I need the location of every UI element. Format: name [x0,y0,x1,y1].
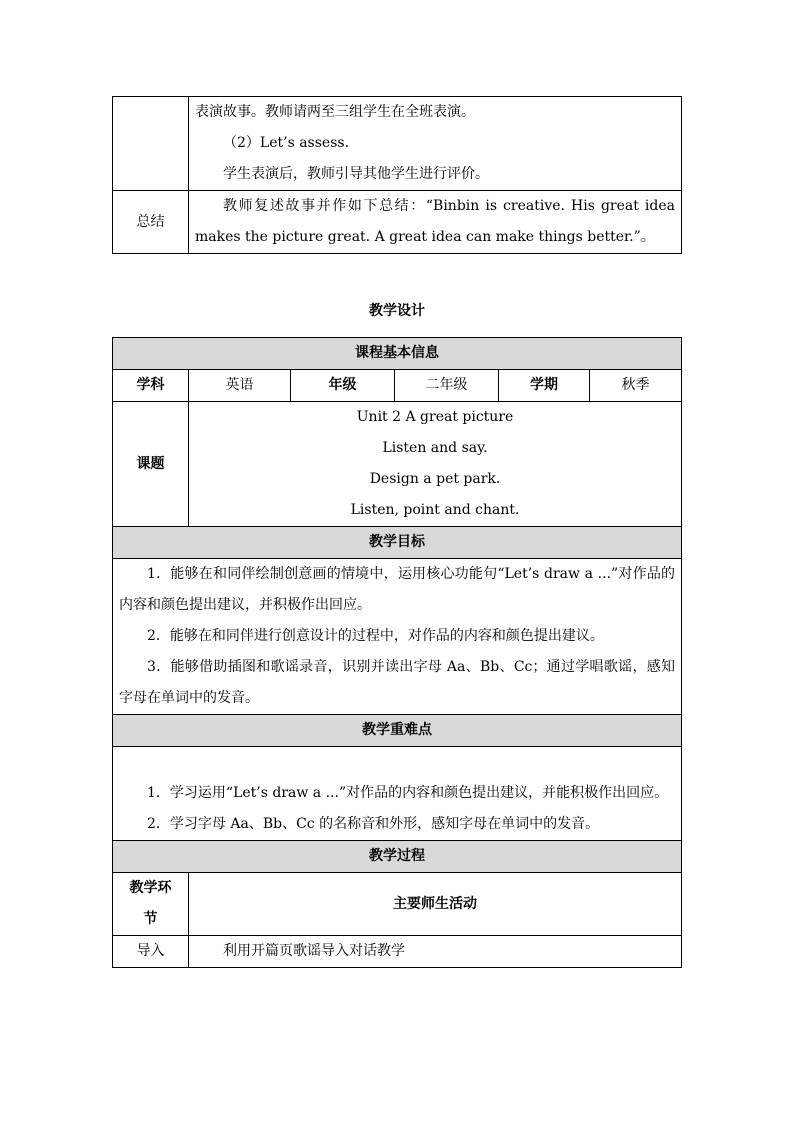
page-title: 教学设计 [369,303,425,319]
table-row [113,338,682,370]
empty-label-cell [113,97,189,191]
basic-info-header: 课程基本信息 [113,338,682,370]
lesson-design-table [112,337,682,968]
objectives-cell [113,559,682,715]
table-row [113,873,682,936]
topic-label: 课题 [113,402,189,527]
key-points-header: 教学重难点 [113,715,682,747]
topic-line: Unit 2 A great picture [356,409,514,425]
table-row [113,715,682,747]
activities-label: 主要师生活动 [189,873,682,936]
objective-item: 2．能够在和同伴进行创意设计的过程中，对作品的内容和颜色提出建议。 [147,628,604,644]
text-line: 表演故事。教师请两至三组学生在全班表演。 [195,104,475,120]
table-row [113,841,682,873]
objective-item: 1．能够在和同伴绘制创意画的情境中，运用核心功能句“Let’s draw a ...”对作品的内容和颜色提出建议，并积极作出回应。 [119,566,676,613]
table-row [113,559,682,715]
term-value: 秋季 [590,370,682,402]
term-label: 学期 [499,370,590,402]
intro-label: 导入 [113,936,189,968]
key-point-item: 2．学习字母 Aa、Bb、Cc 的名称音和外形，感知字母在单词中的发音。 [147,816,600,832]
stage-label: 教学环节 [113,873,189,936]
text-line: （2）Let’s assess. [223,135,350,151]
topic-cell [189,402,682,527]
table-row [113,370,682,402]
performance-cell [189,97,682,191]
table-row [113,527,682,559]
topic-line: Listen, point and chant. [350,502,520,518]
summary-text: 教师复述故事并作如下总结：“Binbin is creative. His great idea makes the picture great. A great idea can make things better.”。 [189,191,682,254]
summary-label: 总结 [113,191,189,254]
intro-text: 利用开篇页歌谣导入对话教学 [189,936,682,968]
table-row [113,191,682,254]
table-row [113,747,682,841]
grade-value: 二年级 [395,370,499,402]
table-row [113,97,682,191]
process-header: 教学过程 [113,841,682,873]
topic-line: Design a pet park. [369,471,501,487]
table-row [113,402,682,527]
key-point-item: 1．学习运用“Let’s draw a ...”对作品的内容和颜色提出建议，并能积极作出回应。 [147,785,669,801]
key-points-cell [113,747,682,841]
grade-label: 年级 [291,370,395,402]
table-row [113,936,682,968]
objectives-header: 教学目标 [113,527,682,559]
top-table [112,96,682,254]
topic-line: Listen and say. [382,440,488,456]
subject-value: 英语 [189,370,291,402]
text-line: 学生表演后，教师引导其他学生进行评价。 [223,166,489,182]
objective-item: 3．能够借助插图和歌谣录音，识别并读出字母 Aa、Bb、Cc；通过学唱歌谣，感知字母在单词中的发音。 [119,659,676,706]
subject-label: 学科 [113,370,189,402]
